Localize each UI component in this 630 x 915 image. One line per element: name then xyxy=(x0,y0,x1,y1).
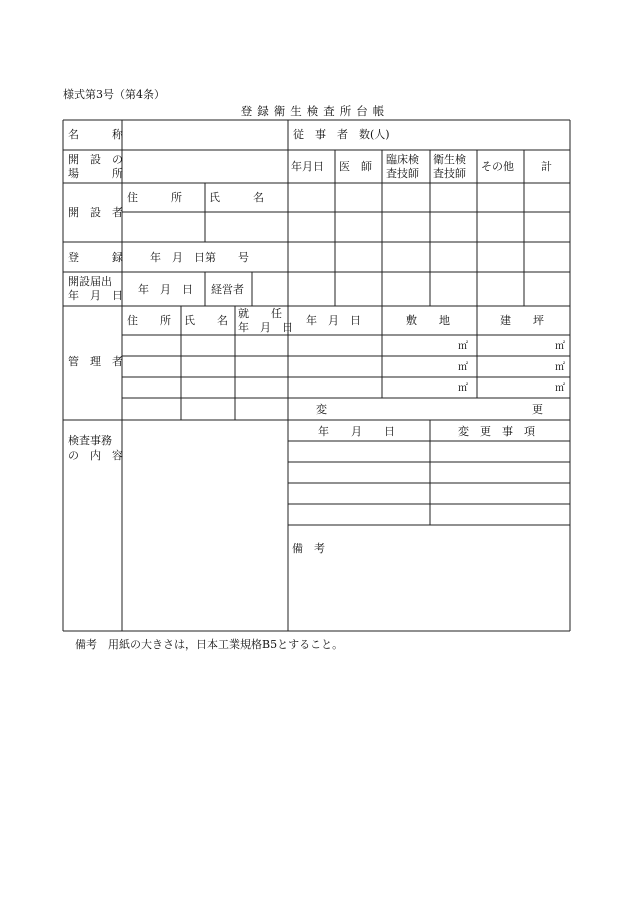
staff-col-other: その他 xyxy=(481,160,514,173)
staff-col-clinical-line1: 臨床検 xyxy=(386,153,419,166)
manager-address-label: 住 所 xyxy=(127,314,171,327)
founder-address-label: 住 所 xyxy=(127,191,182,204)
founder-label: 開 設 者 xyxy=(68,206,123,219)
appointed-label-line2: 年 月 日 xyxy=(238,321,293,334)
staff-col-doctor: 医 師 xyxy=(339,160,372,173)
registration-value: 年 月 日第 号 xyxy=(150,251,249,264)
manager-label: 管 理 者 xyxy=(68,355,123,368)
location-label-line2: 場 所 xyxy=(68,167,123,180)
staff-col-total: 計 xyxy=(541,160,552,173)
floor-unit: ㎡ xyxy=(555,383,565,394)
changes-date-header: 年 月 日 xyxy=(318,425,395,438)
staff-count-header: 従 事 者 数(人) xyxy=(293,128,390,141)
land-unit: ㎡ xyxy=(458,341,468,352)
changes-items-header: 変 更 事 項 xyxy=(458,425,535,438)
change-label-end: 更 xyxy=(532,403,543,416)
founder-name-label: 氏 名 xyxy=(209,191,264,204)
page-title: 登録衛生検査所台帳 xyxy=(240,104,390,118)
filing-date-label-line1: 開設届出 xyxy=(68,275,112,288)
footnote: 備考 用紙の大きさは，日本工業規格B5とすること。 xyxy=(75,638,344,651)
staff-col-clinical-line2: 査技師 xyxy=(386,167,419,180)
staff-col-date: 年月日 xyxy=(291,160,324,173)
floor-unit: ㎡ xyxy=(555,362,565,373)
filing-date-value: 年 月 日 xyxy=(138,283,193,296)
floor-unit: ㎡ xyxy=(555,341,565,352)
site-land-header: 敷 地 xyxy=(406,314,450,327)
inspection-label-line1: 検査事務 xyxy=(68,434,112,447)
site-floor-header: 建 坪 xyxy=(500,314,544,327)
registration-label: 登 録 xyxy=(68,251,123,264)
appointed-label-line1: 就 任 xyxy=(238,307,282,320)
site-date-header: 年 月 日 xyxy=(306,314,361,327)
land-unit: ㎡ xyxy=(458,383,468,394)
location-label-line1: 開 設 の xyxy=(68,153,123,166)
operator-label: 経営者 xyxy=(211,283,244,296)
manager-name-label: 氏 名 xyxy=(184,314,228,327)
form-number: 様式第3号（第4条） xyxy=(63,88,165,101)
change-label-start: 変 xyxy=(316,403,327,416)
inspection-label-line2: の 内 容 xyxy=(68,449,123,462)
remarks-label: 備 考 xyxy=(292,542,325,555)
land-unit: ㎡ xyxy=(458,362,468,373)
filing-date-label-line2: 年 月 日 xyxy=(68,289,123,302)
staff-col-hygiene-line1: 衛生検 xyxy=(433,153,466,166)
name-label: 名 称 xyxy=(68,128,123,141)
staff-col-hygiene-line2: 査技師 xyxy=(433,167,466,180)
